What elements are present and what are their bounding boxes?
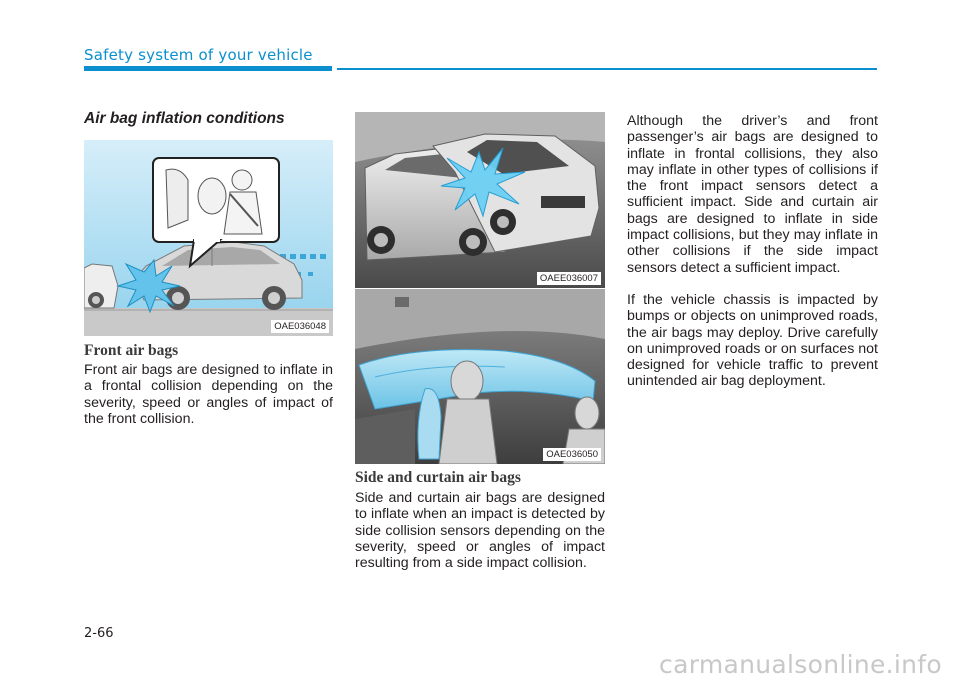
header-section-title: Safety system of your vehicle	[84, 46, 313, 64]
front-collision-illustration	[84, 140, 333, 336]
figure-front-collision	[84, 140, 333, 336]
section-heading: Air bag inflation conditions	[84, 110, 285, 127]
figure-code-2: OAEE036007	[537, 272, 601, 285]
front-airbags-heading: Front air bags	[84, 342, 179, 359]
front-airbags-body: Front air bags are designed to inflate in a frontal collision depending on the severity, speed or angles of impact of the front collision.	[84, 362, 333, 427]
figure-curtain-airbag	[355, 289, 605, 464]
side-curtain-heading: Side and curtain air bags	[355, 469, 521, 486]
header-bar-left	[84, 66, 332, 71]
figure-code-1: OAE036048	[271, 320, 329, 333]
right-column-paragraph-2: If the vehicle chassis is impacted by bumps or objects on unimproved roads, the air bags may deploy. Drive carefully on unimproved roads or on surfaces not designed for vehicle traffic to prevent unintended air bag deployment.	[627, 292, 878, 390]
curtain-airbag-photo	[355, 289, 605, 464]
header-bar-right	[337, 68, 877, 70]
collision-photo	[355, 112, 605, 288]
right-column-paragraph-1: Although the driver’s and front passenger’s air bags are designed to inflate in frontal collisions, they also may inflate in other types of collisions if the front impact sensors detect a sufficient impact. Side and curtain air bags are designed to inflate in side impact collisions, but they may inflate in other collisions if the side impact sensors detect a sufficient impact.	[627, 113, 878, 276]
figure-collision-photo	[355, 112, 605, 288]
side-curtain-body: Side and curtain air bags are designed to inflate when an impact is detected by side collision sensors depending on the severity, speed or angles of impact resulting from a side impact collision.	[355, 490, 605, 572]
watermark: carmanualsonline.info	[659, 650, 942, 679]
figure-code-3: OAE036050	[543, 448, 601, 461]
page-number: 2-66	[84, 626, 114, 641]
